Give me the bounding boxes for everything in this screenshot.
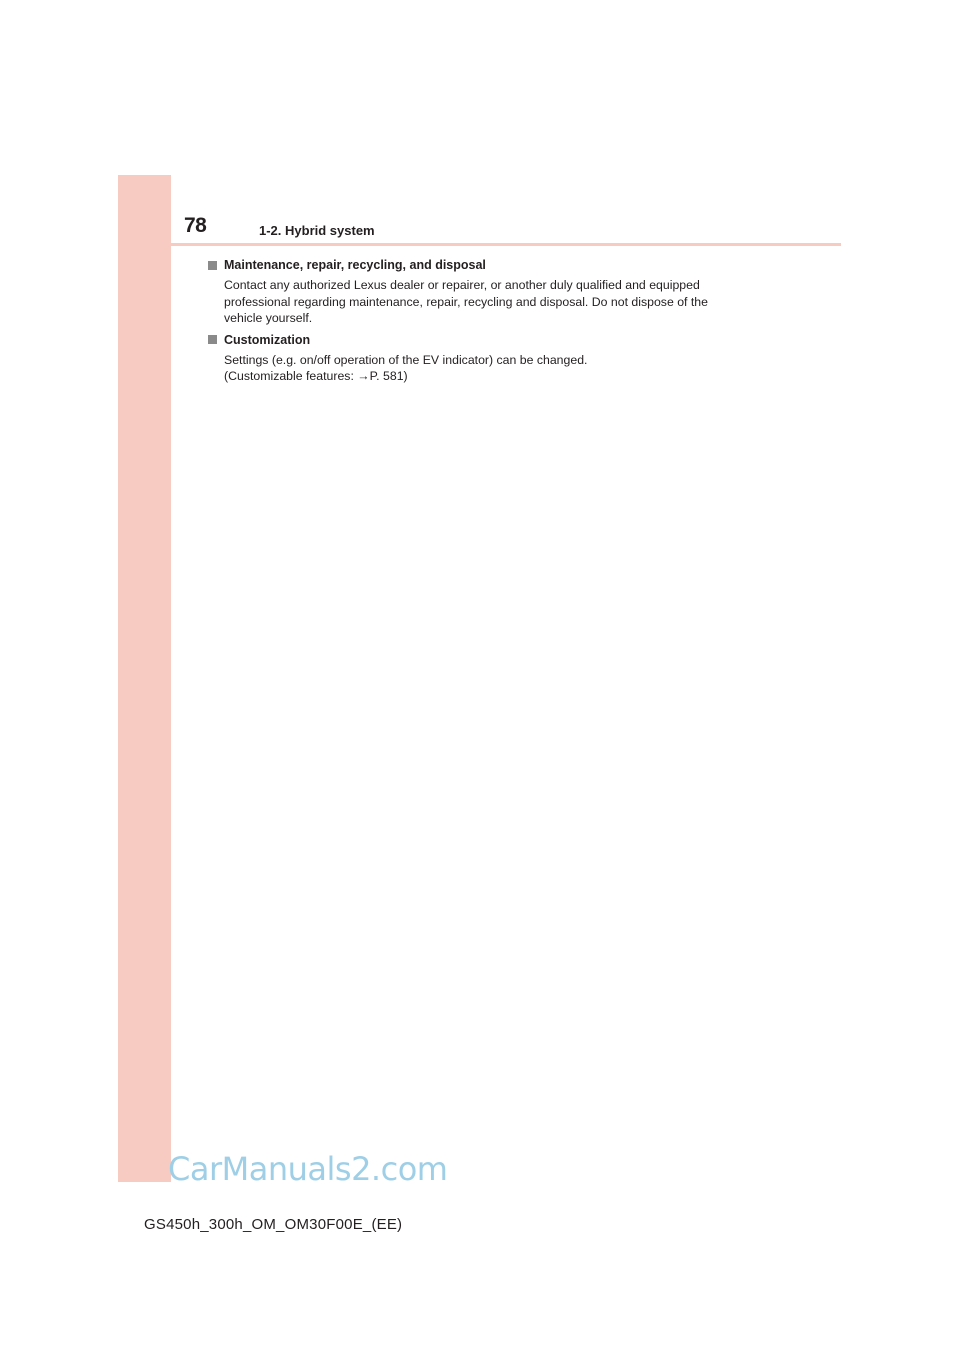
section-heading	[208, 331, 768, 349]
header-rule	[118, 243, 841, 246]
body-line: vehicle yourself.	[224, 311, 313, 325]
content	[208, 256, 768, 385]
section-body	[224, 277, 768, 327]
body-line: Settings (e.g. on/off operation of the EV indicator) can be changed.	[224, 352, 588, 367]
section-title: 1-2. Hybrid system	[259, 223, 375, 238]
body-line: professional regarding maintenance, repair, recycling and disposal. Do not dispose of the	[224, 294, 708, 309]
body-line: Contact any authorized Lexus dealer or repairer, or another duly qualified and equipped	[224, 278, 700, 292]
heading-text: Customization	[224, 332, 311, 347]
section-maintenance	[208, 256, 768, 327]
watermark: CarManuals2.com	[168, 1150, 448, 1188]
page-reference-link[interactable]: (Customizable features: →P. 581)	[224, 369, 408, 383]
side-tab	[118, 175, 171, 1182]
square-bullet-icon	[208, 335, 217, 344]
footer-doc-code: GS450h_300h_OM_OM30F00E_(EE)	[144, 1216, 403, 1233]
section-body	[224, 352, 768, 385]
page-number: 78	[184, 214, 207, 237]
section-customization	[208, 331, 768, 385]
section-heading	[208, 256, 768, 274]
heading-text: Maintenance, repair, recycling, and disposal	[224, 258, 486, 272]
square-bullet-icon	[208, 261, 217, 270]
